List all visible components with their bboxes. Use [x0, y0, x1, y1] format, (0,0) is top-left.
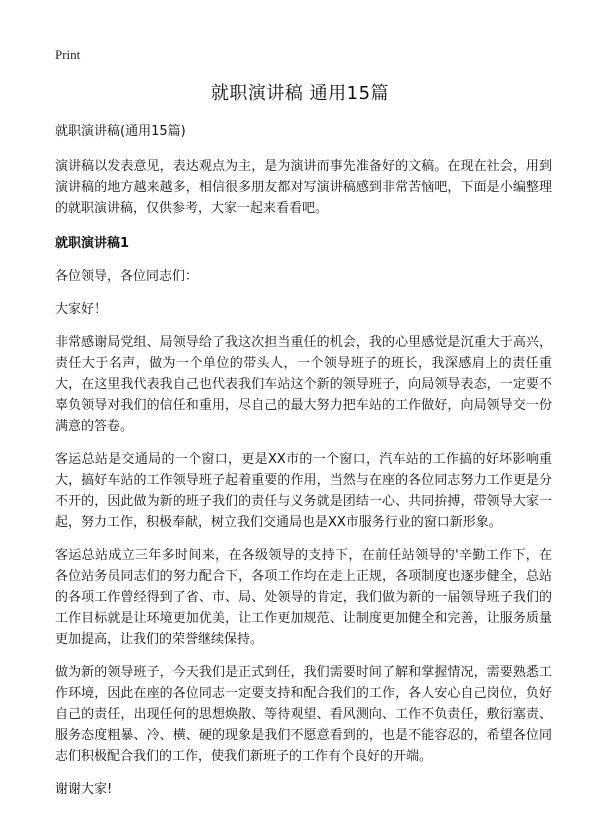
- document-body: [55, 121, 552, 812]
- print-label: Print: [55, 47, 81, 62]
- greeting-line: 各位领导，各位同志们：: [55, 269, 199, 284]
- body-paragraph: 客运总站成立三年多时间来，在各级领导的支持下，在前任站领导的'辛勤工作下，在各位站务员同志们的努力配合下，各项工作均在走上正规，各项制度也逐步健全，总站的各项工作曾经得到了省、市、局、处领导的肯定，我们做为新的一届领导班子我们的工作目标就是让环境更加优美，让工作更加规范、让制度更加健全和完善，让服务质量更加提高，让我们的荣誉继续保持。: [55, 548, 552, 647]
- section-heading: 就职演讲稿1: [55, 236, 130, 251]
- intro-paragraph: 演讲稿以发表意见，表达观点为主，是为演讲而事先准备好的文稿。在现在社会，用到演讲稿的地方越来越多，相信很多朋友都对写演讲稿感到非常苦恼吧，下面是小编整理的就职演讲稿，仅供参考，大家一起来看看吧。: [55, 159, 552, 216]
- document-subtitle: 就职演讲稿(通用15篇): [55, 124, 186, 139]
- closing-line: 谢谢大家!: [55, 782, 113, 797]
- body-paragraph: 做为新的领导班子，今天我们是正式到任，我们需要时间了解和掌握情况，需要熟悉工作环境，因此在座的各位同志一定要支持和配合我们的工作，各人安心自己岗位，负好自己的责任，出现任何的思想焕散、等待观望、看风测向、工作不负责任，敷衍塞责、服务态度粗暴、冷、横、硬的现象是我们不愿意看到的，也是不能容忍的，希望各位同志们积极配合我们的工作，使我们新班子的工作有个良好的开端。: [55, 665, 552, 764]
- body-paragraph: 非常感谢局党组、局领导给了我这次担当重任的机会，我的心里感觉是沉重大于高兴，责任大于名声，做为一个单位的带头人，一个领导班子的班长，我深感肩上的责任重大，在这里我代表我自己也代表我们车站这个新的领导班子，向局领导表态，一定要不辜负领导对我们的信任和重用，尽自己的最大努力把车站的工作做好，向局领导交一份满意的答卷。: [55, 335, 552, 434]
- page-title: 就职演讲稿 通用15篇: [210, 83, 390, 104]
- body-paragraph: 客运总站是交通局的一个窗口，更是XX市的一个窗口，汽车站的工作搞的好坏影响重大，搞好车站的工作领导班子起着重要的作用，当然与在座的各位同志努力工作更是分不开的，因此做为新的班子我们的责任与义务就是团结一心、共同拚搏，带领导大家一起，努力工作，积极奉献，树立我们交通局也是XX市服务行业的窗口新形象。: [55, 452, 552, 530]
- hello-line: 大家好！: [55, 302, 108, 317]
